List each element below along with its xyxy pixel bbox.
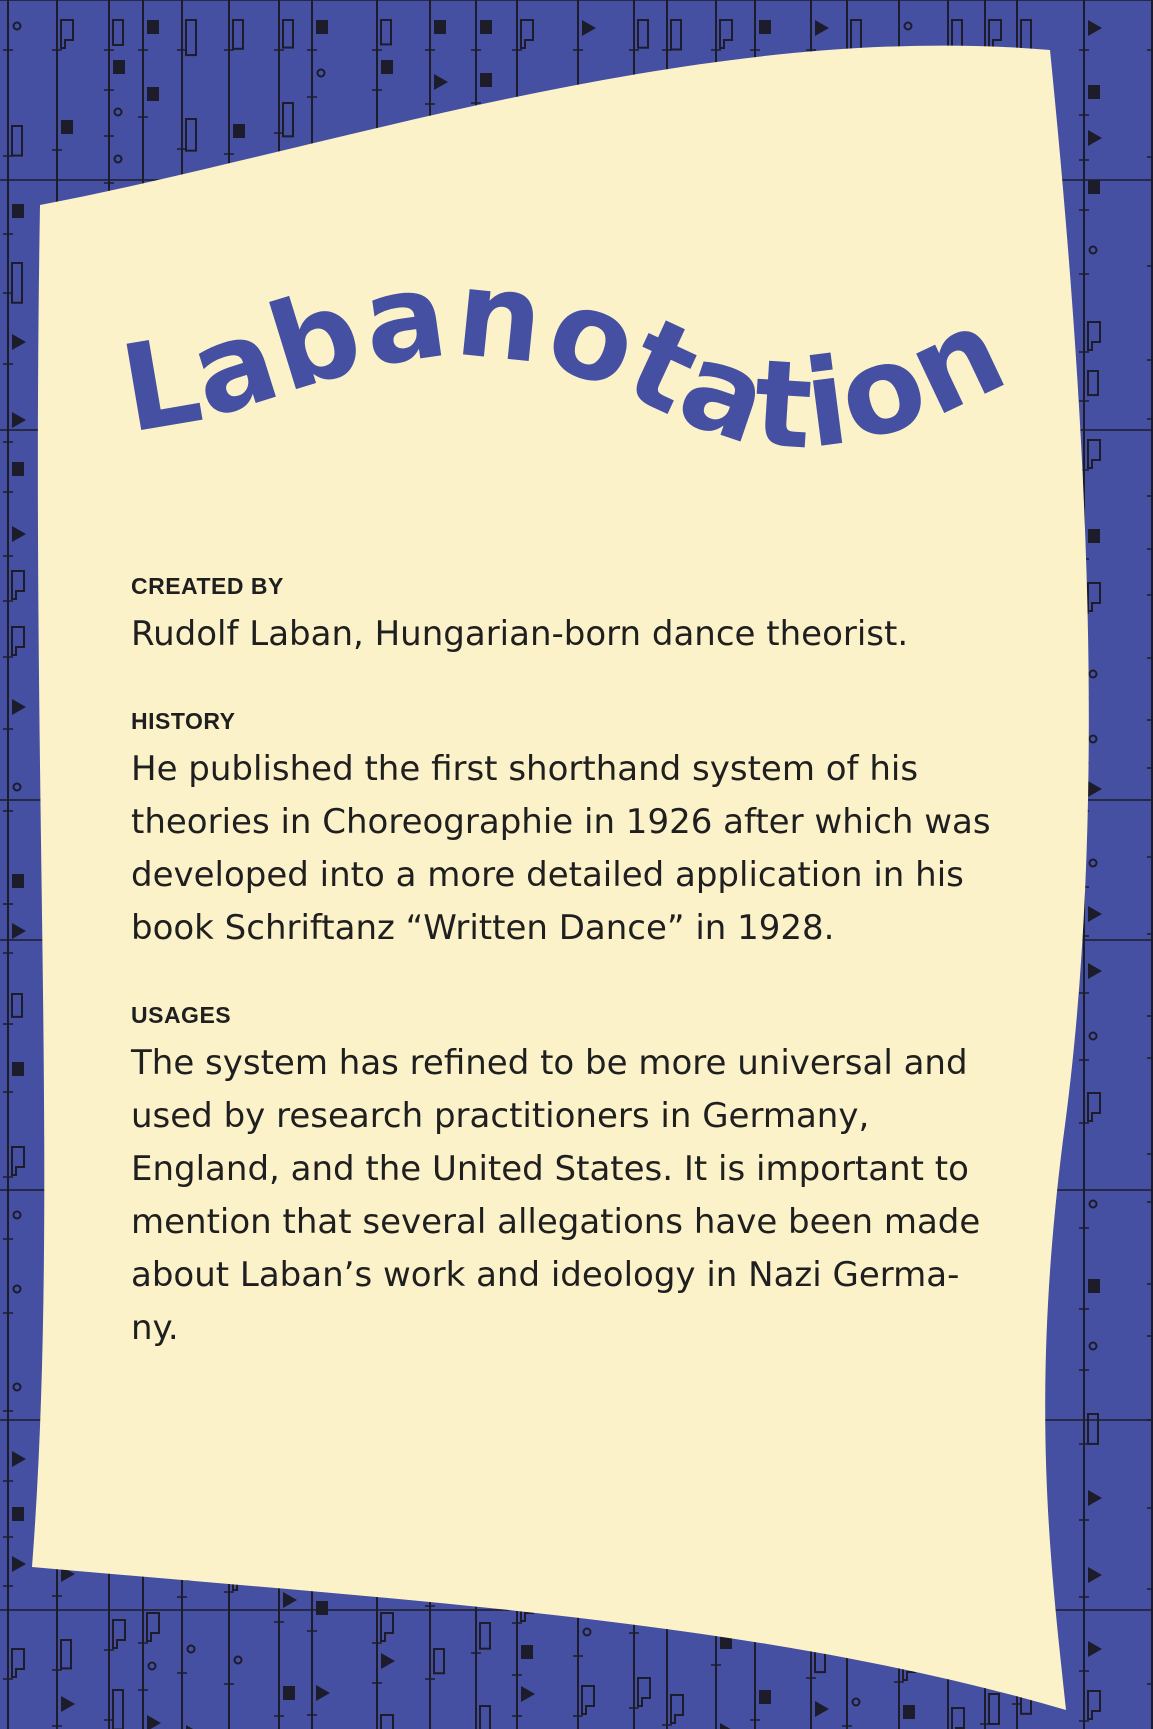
body-line: developed into a more detailed application in his	[131, 855, 964, 895]
body-line: about Laban’s work and ideology in Nazi Germa-	[131, 1255, 960, 1295]
body-line: mention that several allegations have been made	[131, 1202, 981, 1242]
section-heading: HISTORY	[131, 708, 236, 734]
body-line: ny.	[131, 1308, 179, 1348]
body-line: theories in Choreographie in 1926 after which was	[131, 802, 991, 842]
body-line: book Schriftanz “Written Dance” in 1928.	[131, 908, 835, 948]
section-body	[131, 608, 1021, 661]
body-line: Rudolf Laban, Hungarian-born dance theorist.	[131, 614, 909, 654]
body-line: He published the first shorthand system of his	[131, 749, 919, 789]
section-usages	[131, 999, 1021, 1355]
body-line: used by research practitioners in Germany,	[131, 1096, 870, 1136]
body-line: The system has refined to be more universal and	[131, 1043, 968, 1083]
section-body	[131, 743, 1021, 955]
section-body	[131, 1037, 1021, 1355]
section-heading: USAGES	[131, 1002, 232, 1028]
section-created-by	[131, 570, 1021, 661]
body-line: England, and the United States. It is important to	[131, 1149, 969, 1189]
section-heading: CREATED BY	[131, 573, 284, 599]
page-title: Labanotation	[111, 244, 1027, 477]
section-history	[131, 705, 1021, 955]
content	[131, 570, 1021, 1399]
